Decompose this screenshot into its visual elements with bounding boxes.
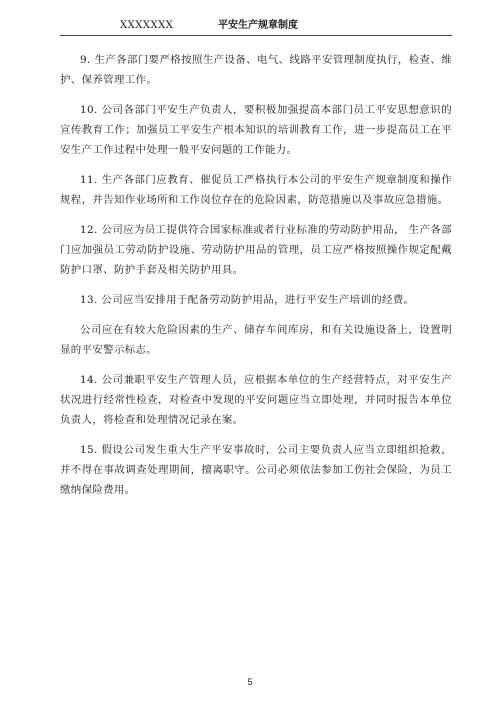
- paragraph-item-14: 14. 公司兼职平安生产管理人员，应根据本单位的生产经营特点，对平安生产状况进行经常性检查，对检查中发现的平安问题应当立即处理，并同时报告本单位负责人，将检查和处理情况记录在案。: [60, 374, 452, 426]
- header-doc-title: 平安生产规章制度: [218, 20, 298, 31]
- paragraph-warning-signs: 公司应在有较大危险因素的生产、储存车间库房，和有关设施设备上，设置明显的平安警示标志。: [60, 324, 452, 356]
- paragraph-item-15: 15. 假设公司发生重大生产平安事故时，公司主要负责人应当立即组织抢救，并不得在事故调查处理期间，擅离职守。公司必须依法参加工伤社会保险，为员工缴纳保险费用。: [60, 444, 452, 496]
- page-number: 5: [247, 677, 253, 687]
- paragraph-item-11: 11. 生产各部门应教育、催促员工严格执行本公司的平安生产规章制度和操作规程，并告知作业场所和工作岗位存在的危险因素，防范措施以及事故应急措施。: [60, 174, 452, 206]
- paragraph-item-9: 9. 生产各部门要严格按照生产设备、电气、线路平安管理制度执行，检查、维护、保养管理工作。: [60, 54, 452, 86]
- page-header: [60, 17, 452, 36]
- paragraph-item-13: 13. 公司应当安排用于配备劳动防护用品，进行平安生产培训的经费。: [80, 294, 415, 306]
- paragraph-item-10: 10. 公司各部门平安生产负责人，要积极加强提高本部门员工平安思想意识的宣传教育工作；加强员工平安生产根本知识的培训教育工作，进一步提高员工在平安生产工作过程中处理一般平安问题的工作能力。: [60, 104, 452, 156]
- document-body: [60, 50, 452, 500]
- header-doc-code: XXXXXXX: [120, 20, 174, 31]
- paragraph-item-12: 12. 公司应为员工提供符合国家标准或者行业标准的劳动防护用品， 生产各部门应加强员工劳动防护设施、劳动防护用品的管理，员工应严格按照操作规定配戴防护口罩、防护手套及相关防护用具。: [60, 224, 452, 276]
